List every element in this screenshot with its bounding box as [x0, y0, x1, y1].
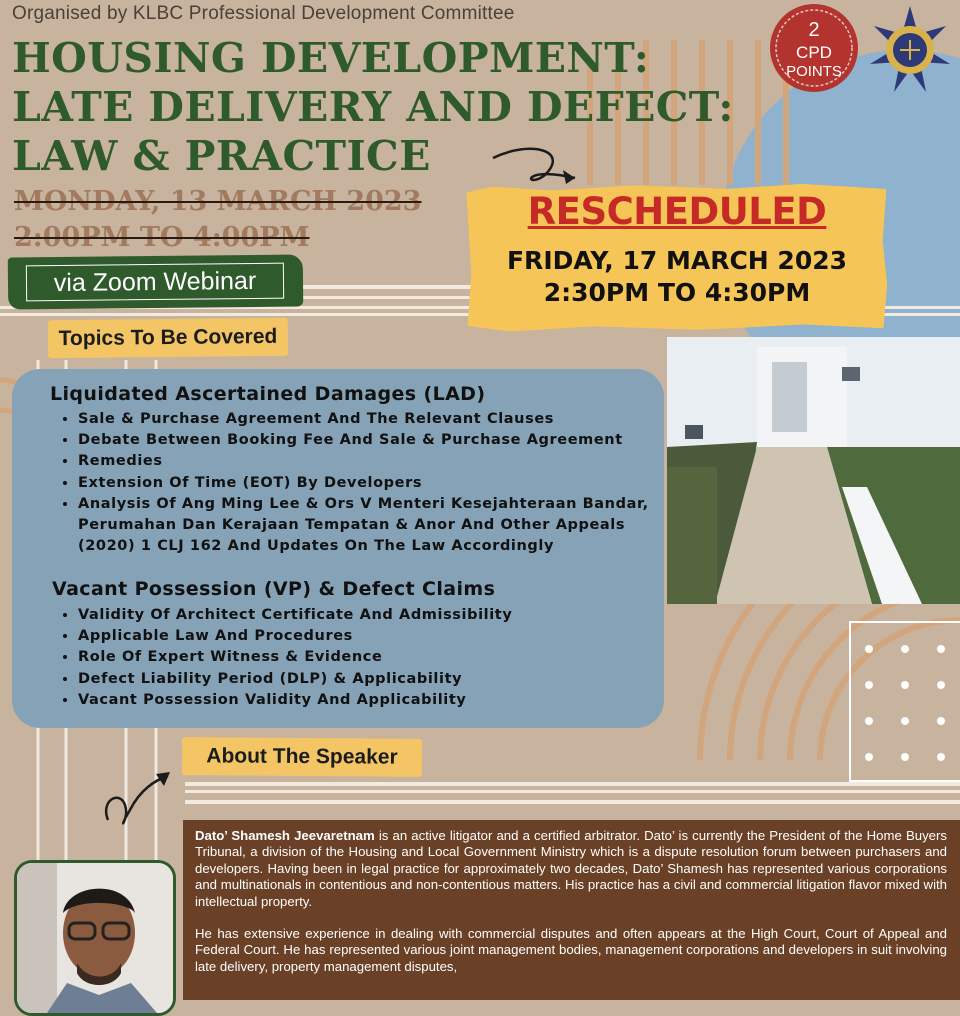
list-item: • Analysis Of Ang Ming Lee & Ors V Menteri Kesejahteraan Bandar, Perumahan Dan Kerajaan Tempatan & Anor And Other Appeals (2020) 1 CLJ 162 And Updates On The Law Accordingly — [78, 494, 668, 558]
organiser-text: Organised by KLBC Professional Development Committee — [12, 3, 515, 24]
title-line-1: HOUSING DEVELOPMENT: — [12, 34, 650, 82]
bio-p1-text: is an active litigator and a certified arbitrator. Dato’ is currently the President of the Home Buyers Tribunal, a division of the Housing and Local Government Ministry which is a dispute resolution forum between purchasers and developers. Having been in legal practice for approximately two decades, Dato’ Shamesh has represented various corporations and multinationals in contentious and non-contentious matters. His practice has a civil and commercial litigation flavor mixed with intellectual property. — [195, 828, 947, 909]
speaker-bio-text — [195, 828, 947, 991]
rescheduled-datetime — [467, 245, 887, 309]
topics-panel — [12, 369, 664, 728]
section-lad-list — [58, 409, 668, 557]
section-vp-name: Vacant Possession — [52, 578, 264, 600]
cpd-line1: CPD — [796, 43, 832, 62]
section-vp-title — [52, 578, 495, 600]
list-item: • Role Of Expert Witness & Evidence — [78, 647, 668, 668]
paren-open: ( — [423, 383, 433, 405]
rescheduled-date: FRIDAY, 17 MARCH 2023 — [506, 246, 848, 275]
original-date: MONDAY, 13 MARCH 2023 — [14, 186, 422, 217]
bio-paragraph-2: He has extensive experience in dealing with commercial disputes and often appears at the High Court, Court of Appeal and Federal Court. He has represented various joint management bodies, management corporations and developers in suit involving late delivery, property management disputes, — [195, 926, 947, 974]
title-line-2: LATE DELIVERY AND DEFECT: — [12, 83, 734, 131]
speaker-name: Dato’ Shamesh Jeevaretnam — [195, 828, 375, 843]
dot-grid-icon — [851, 623, 960, 780]
cpd-line2: POINTS — [786, 63, 842, 80]
list-item: • Validity Of Architect Certificate And Admissibility — [78, 605, 668, 626]
title-line-3: LAW & PRACTICE — [12, 132, 431, 180]
list-item: • Sale & Purchase Agreement And The Relevant Clauses — [78, 409, 668, 430]
paren-open: ( — [263, 578, 273, 600]
list-item: • Extension Of Time (EOT) By Developers — [78, 473, 668, 494]
bar-malaysia-seal-logo — [866, 4, 954, 100]
section-lad-name: Liquidated Ascertained Damages — [50, 383, 424, 405]
house-photo — [667, 337, 960, 604]
cpd-number: 2 — [808, 19, 820, 41]
decorative-dot-grid — [849, 621, 960, 782]
rescheduled-time: 2:30PM TO 4:30PM — [543, 278, 811, 307]
speaker-portrait — [14, 860, 176, 1016]
platform-badge — [8, 254, 304, 309]
paren-close: ) — [302, 578, 312, 600]
section-lad-title — [50, 383, 485, 405]
event-title — [12, 34, 734, 181]
section-vp-suffix: & Defect Claims — [311, 578, 496, 600]
list-item: • Defect Liability Period (DLP) & Applicability — [78, 669, 668, 690]
paren-close: ) — [476, 383, 486, 405]
speaker-heading: About The Speaker — [182, 737, 422, 777]
section-vp-abbr: VP — [272, 578, 303, 600]
list-item: • Remedies — [78, 451, 668, 472]
platform-label: via Zoom Webinar — [26, 263, 284, 302]
bio-paragraph-1 — [195, 828, 947, 910]
list-item: • Applicable Law And Procedures — [78, 626, 668, 647]
section-lad-abbr: LAD — [432, 383, 477, 405]
list-item: • Vacant Possession Validity And Applicability — [78, 690, 668, 711]
rescheduled-label: RESCHEDULED — [527, 190, 827, 233]
speaker-bio-panel — [183, 820, 960, 1000]
cpd-points-stamp — [768, 2, 860, 94]
topics-heading: Topics To Be Covered — [48, 318, 288, 359]
original-time: 2:00PM TO 4:00PM — [14, 222, 310, 253]
list-item: • Debate Between Booking Fee And Sale & Purchase Agreement — [78, 430, 668, 451]
section-vp-list — [58, 605, 668, 711]
